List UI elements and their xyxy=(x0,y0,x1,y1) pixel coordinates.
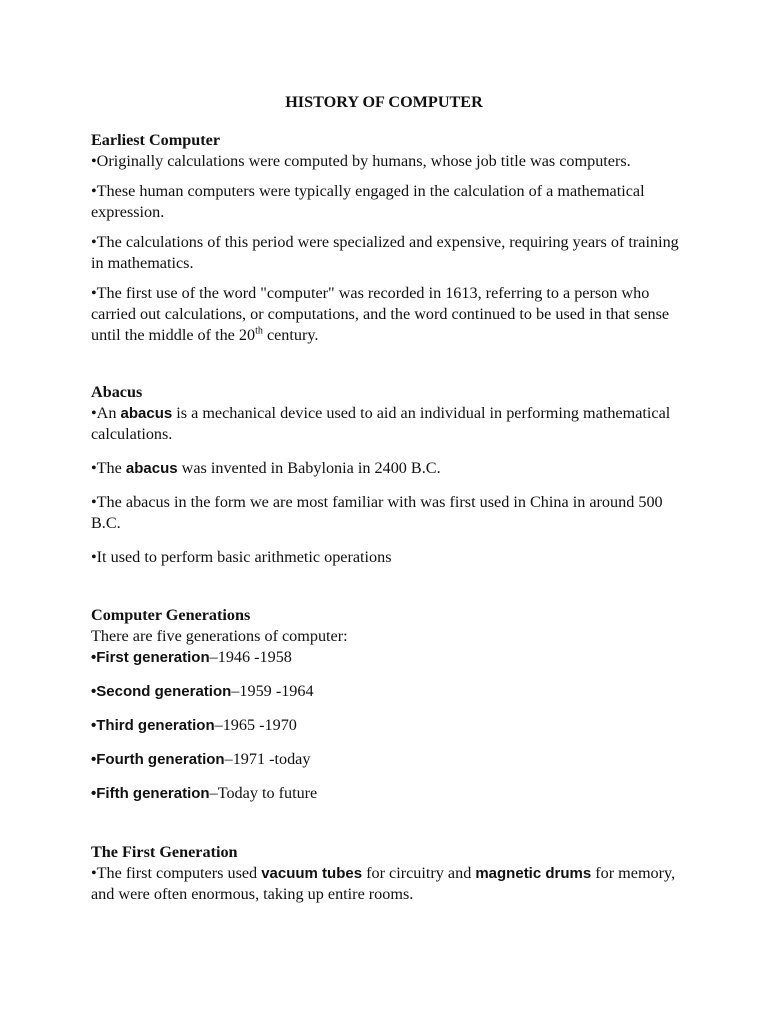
generation-bullet: • xyxy=(91,717,97,734)
generation-label: Third generation xyxy=(96,717,215,734)
generation-label: Fifth generation xyxy=(96,785,210,802)
generation-bullet: • xyxy=(91,649,97,666)
generation-label: First generation xyxy=(96,649,210,666)
generation-dates: –Today to future xyxy=(209,784,318,802)
generation-label: Fourth generation xyxy=(96,751,225,768)
paragraph xyxy=(91,283,691,346)
paragraph xyxy=(91,863,691,905)
generation-item xyxy=(91,783,691,804)
generation-dates: –1946 -1958 xyxy=(209,648,292,666)
paragraph-text: •The first computers used xyxy=(91,864,262,882)
paragraph: •Originally calculations were computed by humans, whose job title was computers. xyxy=(91,152,631,170)
paragraph-text: for circuitry and xyxy=(362,864,476,882)
bold-term: abacus xyxy=(125,460,178,477)
superscript: th xyxy=(255,325,263,337)
generation-item xyxy=(91,647,691,668)
bold-term: abacus xyxy=(120,405,173,422)
paragraph: •These human computers were typically engaged in the calculation of a mathematical expression. xyxy=(91,182,645,221)
paragraph-text: is a mechanical device used to aid an individual in performing mathematical calculations. xyxy=(91,404,671,443)
generation-dates: –1965 -1970 xyxy=(214,716,297,734)
paragraph xyxy=(91,458,691,479)
paragraph-text: •The first use of the word "computer" was recorded in 1613, referring to a person who carried out calculations, or computations, and the word continued to be used in that sense until the middle of the 20 xyxy=(91,284,670,344)
generation-item xyxy=(91,681,691,702)
paragraph: •The abacus in the form we are most familiar with was first used in China in around 500 B.C. xyxy=(91,493,663,532)
generation-bullet: • xyxy=(91,785,97,802)
section-heading: Earliest Computer xyxy=(91,131,221,149)
paragraph-text: •An xyxy=(91,404,121,422)
paragraph xyxy=(91,403,691,445)
generation-bullet: • xyxy=(91,683,97,700)
section-heading: Computer Generations xyxy=(91,606,251,624)
paragraph-text: century. xyxy=(262,326,319,344)
bold-term: vacuum tubes xyxy=(261,865,363,882)
paragraph-text: •The xyxy=(91,459,126,477)
generation-item xyxy=(91,715,691,736)
generation-item xyxy=(91,749,691,770)
section-heading: The First Generation xyxy=(91,843,238,861)
generation-bullet: • xyxy=(91,751,97,768)
generation-label: Second generation xyxy=(96,683,232,700)
paragraph: •It used to perform basic arithmetic operations xyxy=(91,548,392,566)
generation-dates: –1971 -today xyxy=(224,750,311,768)
bold-term: magnetic drums xyxy=(475,865,592,882)
document-title: HISTORY OF COMPUTER xyxy=(285,93,483,111)
section-first-generation xyxy=(91,842,691,905)
paragraph-text: was invented in Babylonia in 2400 B.C. xyxy=(177,459,441,477)
generation-dates: –1959 -1964 xyxy=(231,682,314,700)
section-computer-generations xyxy=(91,605,691,804)
paragraph: •The calculations of this period were specialized and expensive, requiring years of training in mathematics. xyxy=(91,233,679,272)
paragraph-text: for memory, and were often enormous, taking up entire rooms. xyxy=(91,864,676,903)
paragraph: There are five generations of computer: xyxy=(91,627,348,645)
section-abacus xyxy=(91,382,691,568)
section-heading: Abacus xyxy=(91,383,143,401)
section-earliest-computer xyxy=(91,130,691,346)
